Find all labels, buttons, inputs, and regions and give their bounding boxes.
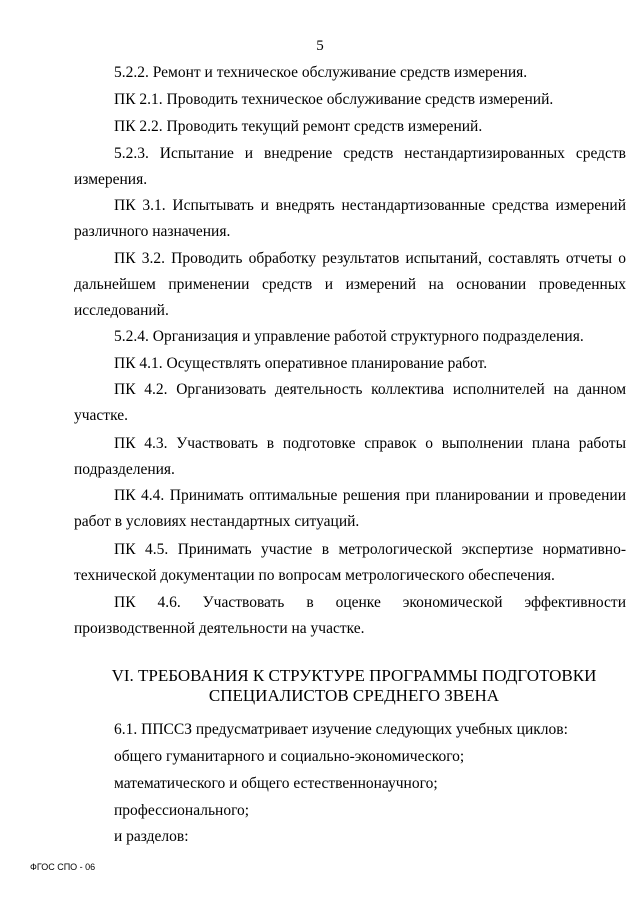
paragraph-pk-4-5: ПК 4.5. Принимать участие в метрологической экспертизе нормативно-технической документации по вопросам метрологического обеспечения. <box>74 541 626 584</box>
paragraph-pk-2-2: ПК 2.2. Проводить текущий ремонт средств измерений. <box>114 118 483 135</box>
section-heading-line-1: VI. ТРЕБОВАНИЯ К СТРУКТУРЕ ПРОГРАММЫ ПОДГОТОВКИ <box>111 666 597 685</box>
paragraph-pk-4-6: ПК 4.6. Участвовать в оценке экономической эффективности производственной деятельности на участке. <box>74 594 626 637</box>
list-item-mathematical: математического и общего естественнонаучного; <box>114 775 438 792</box>
paragraph-pk-3-2: ПК 3.2. Проводить обработку результатов испытаний, составлять отчеты о дальнейшем применении средств и измерений на основании проведенных исследований. <box>74 250 626 319</box>
list-item-sections: и разделов: <box>114 828 189 845</box>
paragraph-5-2-2: 5.2.2. Ремонт и техническое обслуживание средств измерения. <box>114 64 528 81</box>
list-item-professional: профессионального; <box>114 802 250 819</box>
paragraph-6-1: 6.1. ППССЗ предусматривает изучение следующих учебных циклов: <box>114 721 568 738</box>
paragraph-pk-4-1: ПК 4.1. Осуществлять оперативное планирование работ. <box>114 355 488 372</box>
footer-label: ФГОС СПО - 06 <box>30 862 96 872</box>
paragraph-pk-4-3: ПК 4.3. Участвовать в подготовке справок о выполнении плана работы подразделения. <box>74 435 626 478</box>
paragraph-pk-3-1: ПК 3.1. Испытывать и внедрять нестандартизованные средства измерений различного назначения. <box>74 197 626 240</box>
page-number: 5 <box>316 38 324 54</box>
paragraph-pk-4-2: ПК 4.2. Организовать деятельность коллектива исполнителей на данном участке. <box>74 381 626 424</box>
paragraph-pk-4-4: ПК 4.4. Принимать оптимальные решения при планировании и проведении работ в условиях нестандартных ситуаций. <box>74 487 626 530</box>
paragraph-5-2-4: 5.2.4. Организация и управление работой структурного подразделения. <box>114 328 584 345</box>
paragraph-5-2-3: 5.2.3. Испытание и внедрение средств нестандартизированных средств измерения. <box>74 145 626 188</box>
list-item-humanitarian: общего гуманитарного и социально-экономического; <box>114 748 465 765</box>
section-heading-line-2: СПЕЦИАЛИСТОВ СРЕДНЕГО ЗВЕНА <box>208 686 500 705</box>
paragraph-pk-2-1: ПК 2.1. Проводить техническое обслуживание средств измерений. <box>114 91 554 108</box>
